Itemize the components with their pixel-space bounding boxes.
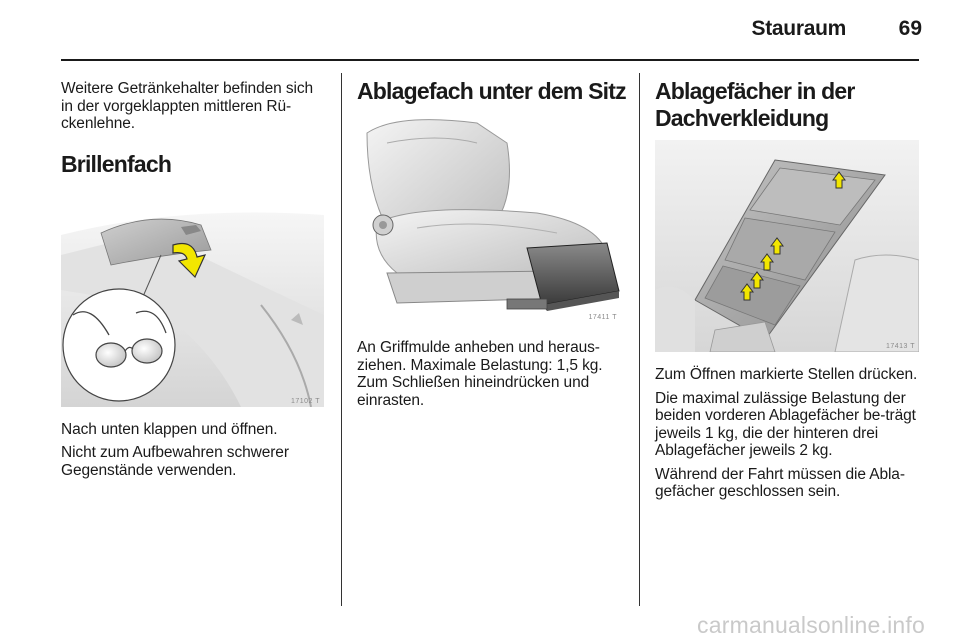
page-number: 69 bbox=[898, 17, 922, 40]
paragraph-drawer-instructions: An Griffmulde anheben und heraus-ziehen. Maximale Belastung: 1,5 kg. Zum Schließen hineindrücken und einrasten. bbox=[357, 339, 603, 409]
figure-code: 17413 T bbox=[885, 343, 915, 350]
paragraph-driving-closed: Während der Fahrt müssen die Abla-gefächer geschlossen sein. bbox=[655, 465, 905, 500]
column-3 bbox=[655, 78, 922, 501]
column-divider-1 bbox=[341, 73, 342, 606]
column-1 bbox=[61, 80, 329, 479]
page-section-title: Stauraum bbox=[751, 17, 846, 40]
heading-brillenfach: Brillenfach bbox=[61, 150, 172, 177]
heading-ablagefaecher-dach: Ablagefächer in der Dachverkleidung bbox=[655, 78, 855, 131]
paragraph-warning: Nicht zum Aufbewahren schwerer Gegenstände verwenden. bbox=[61, 444, 289, 479]
roof-compartments-illustration bbox=[655, 140, 919, 352]
figure-code: 17411 T bbox=[588, 314, 617, 321]
column-divider-2 bbox=[639, 73, 640, 606]
figure-code: 17102 T bbox=[290, 397, 320, 405]
figure-roof-compartments bbox=[655, 140, 919, 352]
glasses-compartment-illustration bbox=[61, 195, 324, 407]
heading-ablagefach-sitz: Ablagefach unter dem Sitz bbox=[357, 78, 626, 104]
header-rule bbox=[61, 59, 919, 61]
underseat-drawer-illustration bbox=[357, 113, 621, 323]
watermark: carmanualsonline.info bbox=[697, 612, 925, 638]
column-2 bbox=[357, 78, 627, 409]
figure-underseat-drawer bbox=[357, 113, 621, 323]
paragraph-load-limits: Die maximal zulässige Belastung der beiden vorderen Ablagefächer be-trägt jeweils 1 kg, die der hinteren drei Ablagefächer jeweils 2 kg. bbox=[655, 389, 916, 459]
intro-paragraph: Weitere Getränkehalter befinden sich in der vorgeklappten mittleren Rü-ckenlehne. bbox=[61, 80, 314, 132]
paragraph-press-markers: Zum Öffnen markierte Stellen drücken. bbox=[655, 366, 918, 383]
figure-glasses-compartment bbox=[61, 195, 324, 407]
paragraph-open: Nach unten klappen und öffnen. bbox=[61, 420, 278, 438]
